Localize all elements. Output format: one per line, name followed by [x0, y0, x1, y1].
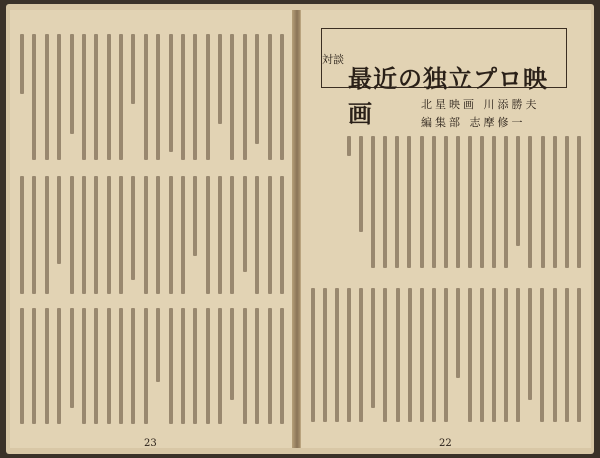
left-upper-text-block [20, 34, 284, 162]
left-page [10, 10, 295, 448]
article-title: 最近の独立プロ映画 [348, 64, 548, 128]
left-page-number: 23 [144, 438, 157, 449]
taidan-badge: 対談 [322, 53, 344, 66]
right-page-number: 22 [439, 438, 452, 449]
left-lower-text-block [20, 308, 284, 426]
magazine-spread [6, 4, 594, 454]
right-page [300, 10, 591, 448]
left-middle-text-block [20, 176, 284, 296]
right-lower-text-block [311, 288, 581, 424]
speaker-1: 北星映画 川添勝夫 [421, 98, 540, 111]
lead-text-block [347, 136, 581, 270]
speaker-2: 編集部 志摩修一 [421, 116, 526, 129]
